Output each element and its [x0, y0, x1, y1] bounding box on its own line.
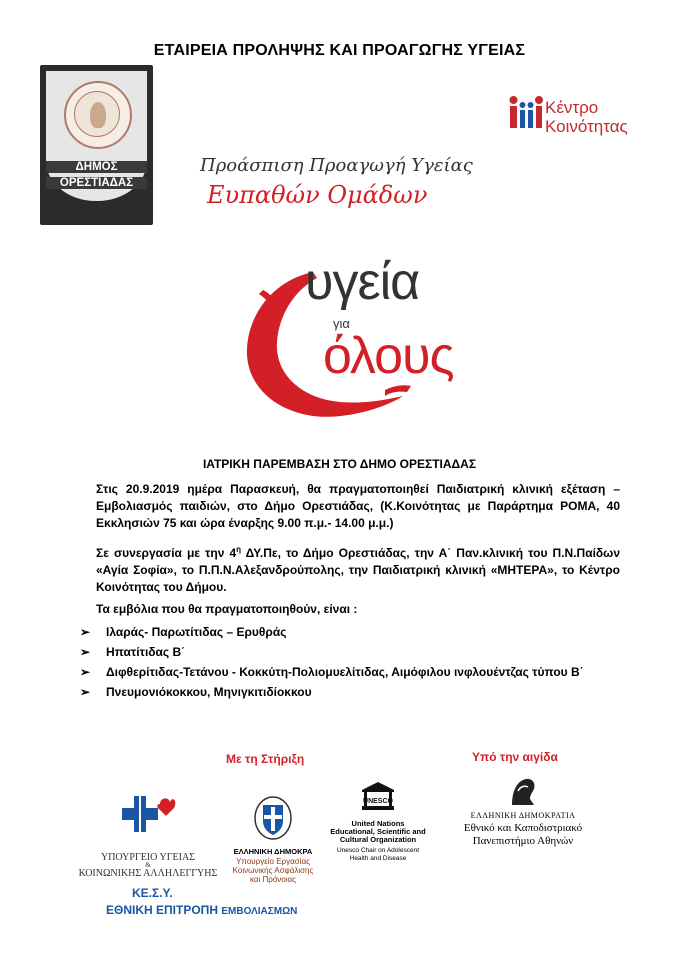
dimos-line2: ΟΡΕΣΤΙΑΔΑΣ — [46, 177, 147, 189]
university-logo — [458, 775, 588, 855]
unesco-line4: Unesco Chair on Adolescent — [336, 847, 420, 854]
arrow-bullet-icon: ➢ — [80, 685, 91, 699]
unesco-line2: Educational, Scientific and — [330, 827, 426, 836]
unesco-line3: Cultural Organization — [339, 835, 417, 844]
aegis-label: Υπό την αιγίδα — [472, 750, 558, 764]
university-line3: Πανεπιστήμιο Αθηνών — [472, 835, 574, 847]
ministry-labour-line3: Κοινωνικής Ασφάλισης — [232, 866, 314, 875]
support-label: Με τη Στήριξη — [226, 752, 305, 766]
arrow-bullet-icon: ➢ — [80, 665, 91, 679]
ministry-labour-line2: Υπουργείο Εργασίας — [236, 857, 310, 866]
ministry-health-logo — [78, 790, 218, 880]
ministry-health-amp: & — [145, 861, 151, 869]
kentro-line2: Κοινότητας — [545, 117, 628, 136]
unesco-line1: United Nations — [351, 819, 405, 828]
list-item — [80, 685, 640, 700]
athena-head-icon — [506, 775, 540, 809]
university-line1: ΕΛΛΗΝΙΚΗ ΔΗΜΟΚΡΑΤΙΑ — [470, 811, 576, 820]
logo-word-olous: όλους — [323, 327, 454, 385]
unesco-logo — [322, 780, 434, 870]
ministry-labour-line4: και Πρόνοιας — [249, 875, 296, 884]
ygeia-gia-olous-logo — [235, 250, 454, 430]
seal-icon — [64, 81, 132, 149]
kentro-line1: Κέντρο — [545, 98, 599, 117]
paragraph-vaccines-intro: Τα εμβόλια που θα πραγματοποιηθούν, είναι : — [96, 602, 358, 616]
epitropi-label — [106, 903, 297, 917]
vaccine-item: Ηπατίτιδας Β΄ — [106, 645, 186, 659]
kentro-koinotitas-logo — [508, 92, 643, 150]
arrow-bullet-icon: ➢ — [80, 625, 91, 639]
medical-cross-icon — [120, 790, 176, 840]
org-title: ΕΤΑΙΡΕΙΑ ΠΡΟΛΗΨΗΣ ΚΑΙ ΠΡΟΑΓΩΓΗΣ ΥΓΕΙΑΣ — [153, 42, 526, 59]
p2-sup: η — [236, 545, 242, 554]
p2-post: ΔΥ.Πε, το Δήμο Ορεστιάδας, την Α΄ Παν.κλινική του Π.Ν.Παίδων «Αγία Σοφία», το Π.Π.Ν.Αλεξανδρούπολης, την Παιδιατρική κλινική «ΜΗΤΕΡΑ», το Κέντρο Κοινότητας του Δήμου. — [96, 546, 620, 594]
community-people-icon — [508, 94, 544, 136]
unesco-line5: Health and Disease — [349, 855, 407, 862]
vaccine-item: Πνευμονιόκοκκου, Μηνιγκιτιδίοκκου — [106, 685, 312, 699]
vaccine-list — [80, 625, 640, 705]
section-title: ΙΑΤΡΙΚΗ ΠΑΡΕΜΒΑΣΗ ΣΤΟ ΔΗΜΟ ΟΡΕΣΤΙΑΔΑΣ — [202, 457, 477, 471]
list-item — [80, 625, 640, 640]
unesco-wordmark: UNESCO — [363, 798, 393, 805]
dimos-orestiadas-logo — [40, 65, 153, 225]
vaccine-item: Ιλαράς- Παρωτίτιδας – Ερυθράς — [106, 625, 287, 639]
epitropi-main: ΕΘΝΙΚΗ ΕΠΙΤΡΟΠΗ — [106, 903, 222, 917]
ministry-labour-line1: ΕΛΛΗΝΙΚΗ ΔΗΜΟΚΡΑ — [233, 847, 313, 856]
slogan-line2: Ευπαθών Ομάδων — [207, 181, 428, 209]
university-line2: Εθνικό και Καποδιστριακό — [463, 822, 583, 834]
list-item — [80, 665, 640, 680]
p2-pre: Σε συνεργασία με την 4 — [96, 546, 237, 560]
ministry-health-line2: ΚΟΙΝΩΝΙΚΗΣ ΑΛΛΗΛΕΓΓΥΗΣ — [78, 868, 218, 879]
logo-word-ygeia: υγεία — [305, 253, 420, 311]
arrow-bullet-icon: ➢ — [80, 645, 91, 659]
slogan-line1: Προάσπιση Προαγωγή Υγείας — [200, 155, 473, 176]
list-item — [80, 645, 640, 660]
kesy-label: ΚΕ.Σ.Υ. — [132, 886, 173, 900]
greek-coat-of-arms-icon — [253, 795, 293, 841]
ministry-health-line1: ΥΠΟΥΡΓΕΙΟ ΥΓΕΙΑΣ — [100, 852, 195, 863]
epitropi-small: ΕΜΒΟΛΙΑΣΜΩΝ — [221, 906, 298, 917]
unesco-temple-icon — [360, 780, 396, 812]
logo-word-gia: για — [333, 316, 350, 331]
dimos-line1: ΔΗΜΟΣ — [46, 161, 147, 173]
vaccine-item: Διφθερίτιδας-Τετάνου - Κοκκύτη-Πολιομυελίτιδας, Αιμόφιλου ινφλουέντζας τύπου Β΄ — [106, 665, 584, 679]
paragraph-collaboration — [96, 541, 620, 596]
ministry-labour-logo — [225, 795, 321, 885]
paragraph-date: Στις 20.9.2019 ημέρα Παρασκευή, θα πραγματοποιηθεί Παιδιατρική κλινική εξέταση – Εμβολιασμός παιδιών, στο Δήμο Ορεστιάδας, (Κ.Κοινότητας με Παράρτημα ΡΟΜΑ, 40 Εκκλησιών 75 και ώρα έναρξης 9.00 π.μ.- 14.00 μ.μ.) — [96, 482, 620, 530]
